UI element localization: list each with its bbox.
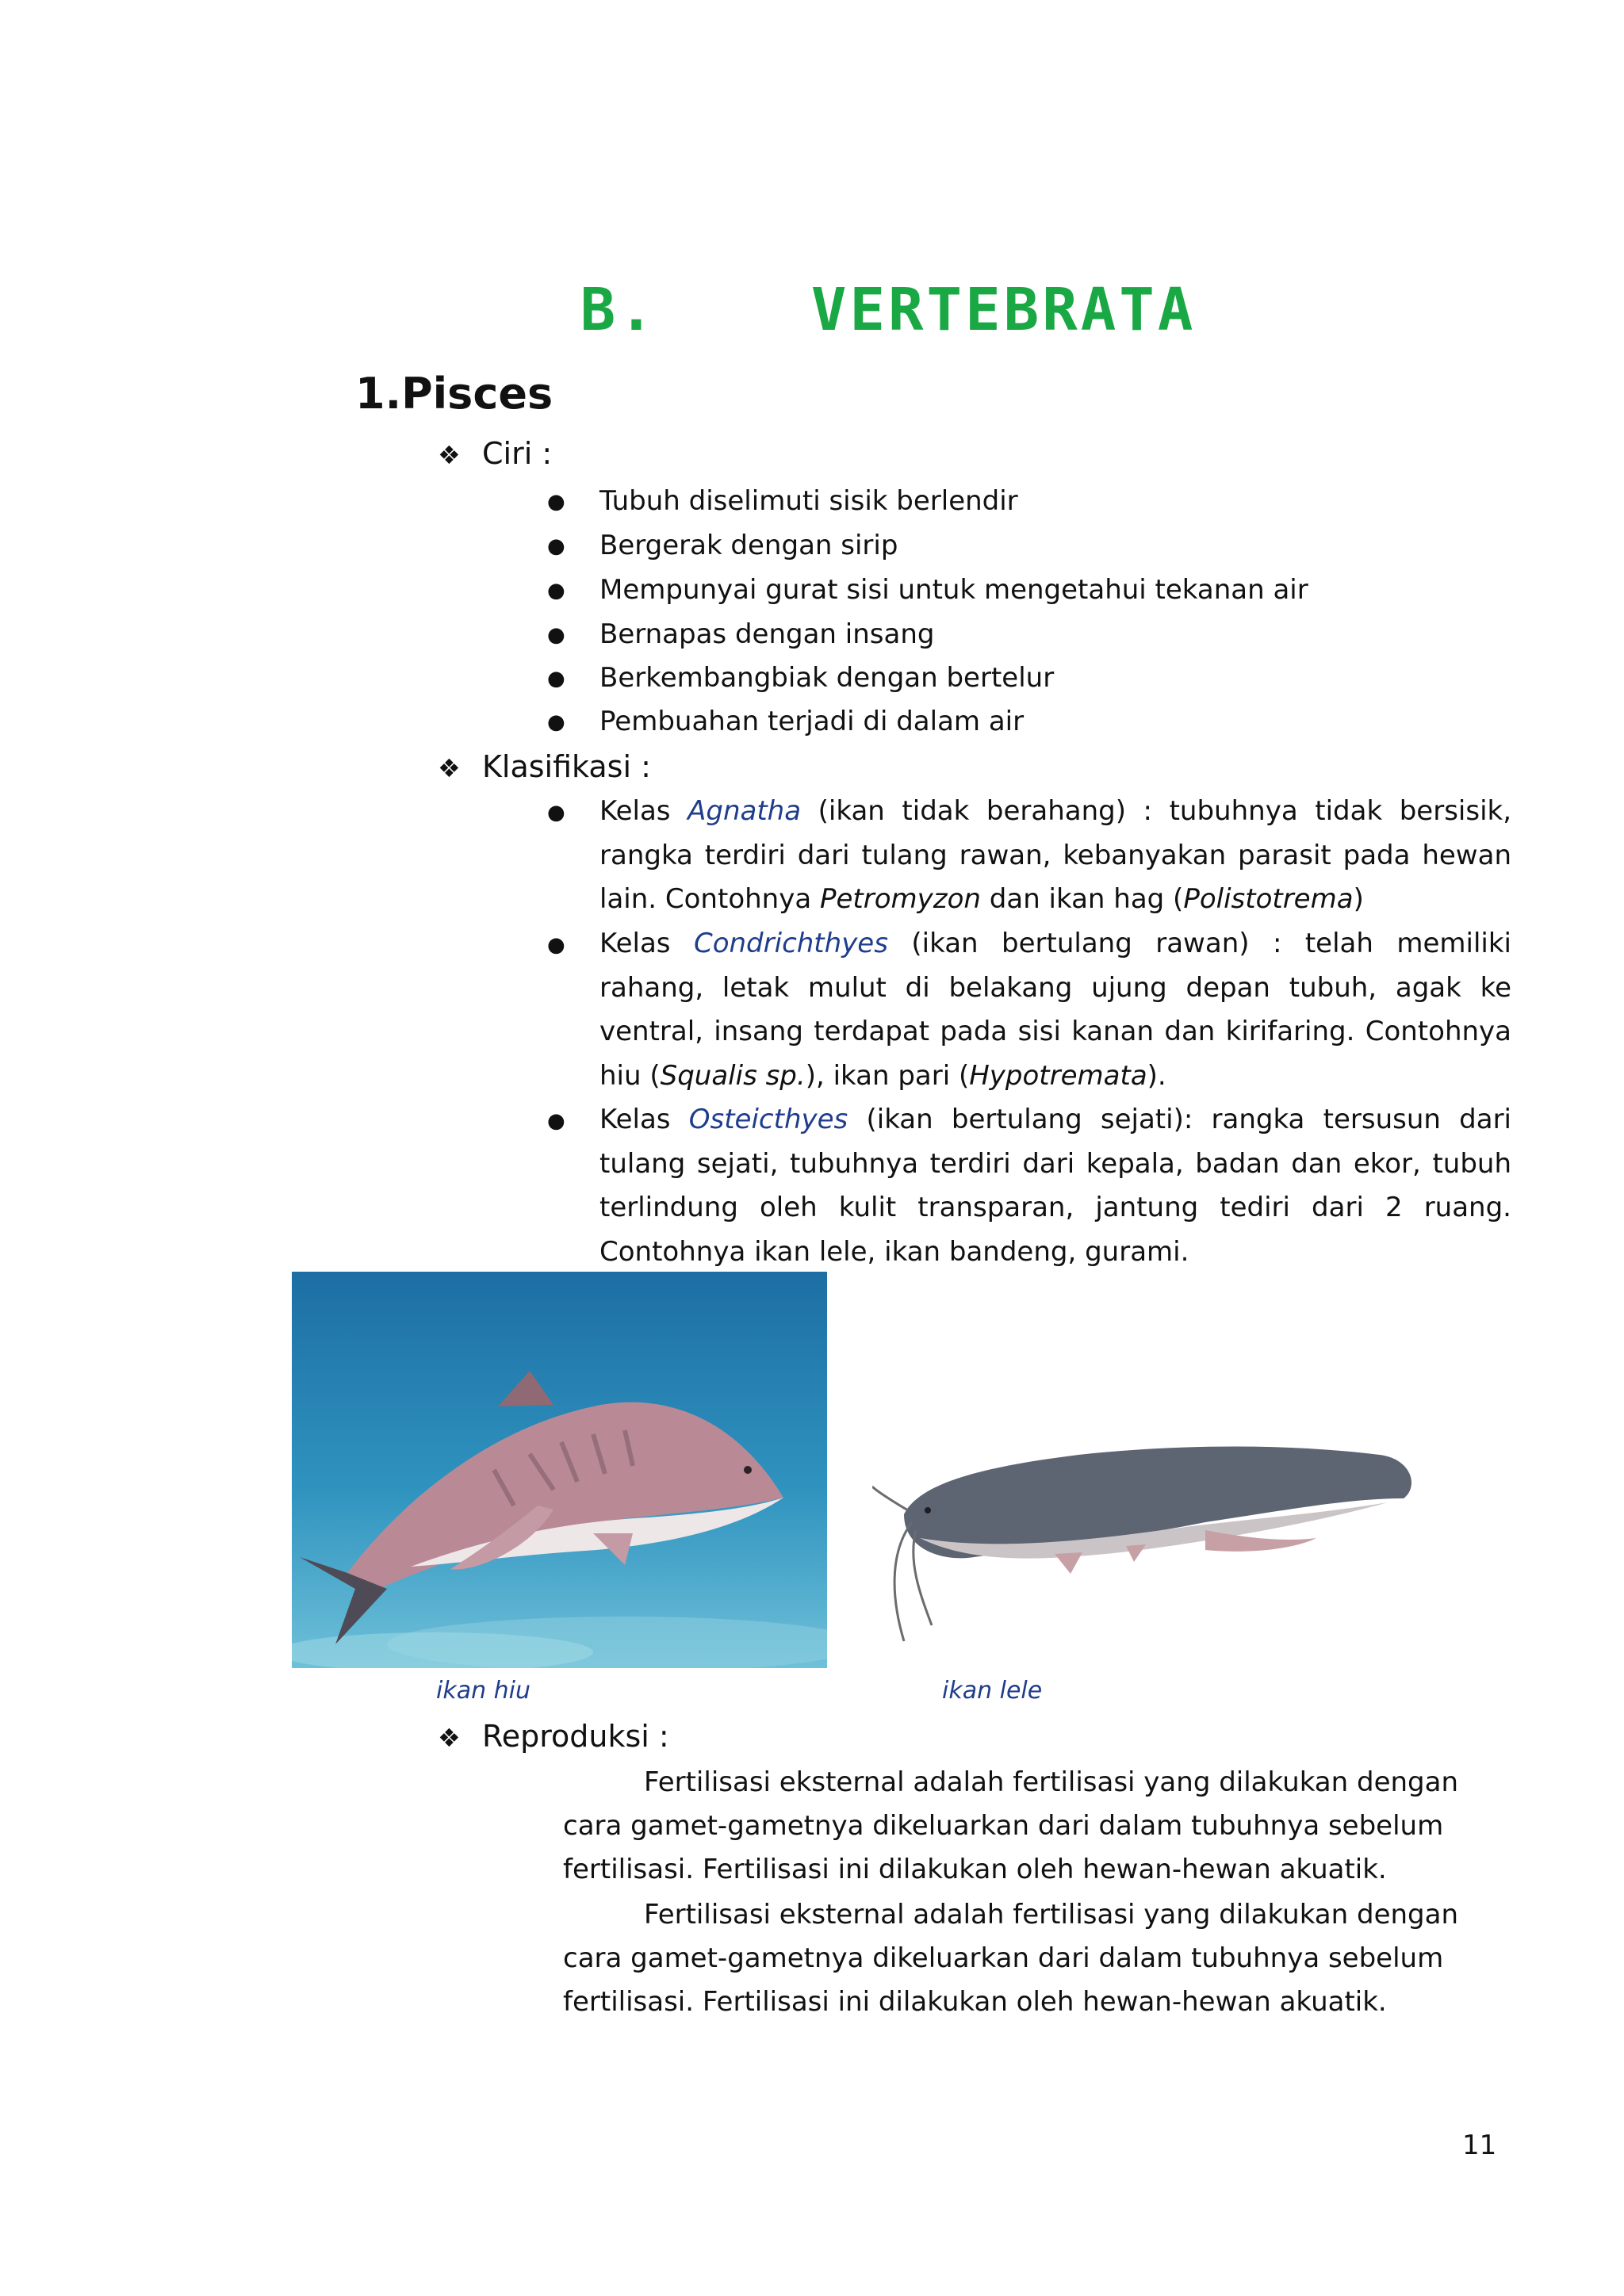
ciri-heading-label: Ciri :	[482, 436, 553, 471]
shark-image	[292, 1272, 827, 1668]
klasifikasi-heading-label: Klasifikasi :	[482, 749, 651, 784]
reproduksi-heading	[438, 1719, 669, 1754]
list-item: Pembuahan terjadi di dalam air	[599, 706, 1025, 737]
section-heading: 1.Pisces	[355, 369, 553, 419]
list-item-osteicthyes: Kelas Osteicthyes (ikan bertulang sejati): rangka tersusun dari tulang sejati, tubuhnya terdiri dari kepala, badan dan ekor, tubuh terlindung oleh kulit transparan, jantung tediri dari 2 ruang. Contohnya ikan lele, ikan bandeng, gurami.	[599, 1104, 1511, 1268]
list-item: Bergerak dengan sirip	[599, 530, 898, 561]
scientific-name: Agnatha	[688, 795, 802, 827]
catfish-caption: ikan lele	[942, 1677, 1043, 1705]
scientific-name: Osteicthyes	[688, 1104, 848, 1135]
catfish-image	[872, 1411, 1427, 1649]
bullet-icon: ●	[547, 534, 565, 558]
list-item-agnatha: Kelas Agnatha (ikan tidak berahang) : tubuhnya tidak bersisik, rangka terdiri dari tulang rawan, kebanyakan parasit pada hewan lain. Contohnya Petromyzon dan ikan hag (Polistotrema)	[599, 795, 1512, 915]
diamond-bullet-icon: ❖	[438, 1723, 461, 1753]
shark-illustration	[292, 1272, 827, 1668]
list-item-condrichthyes: Kelas Condrichthyes (ikan bertulang rawan) : telah memiliki rahang, letak mulut di belakang ujung depan tubuh, agak ke ventral, insang terdapat pada sisi kanan dan kirifaring. Contohnya hiu (Squalis sp.), ikan pari (Hypotremata).	[599, 928, 1511, 1092]
catfish-illustration	[872, 1411, 1427, 1649]
list-item: Mempunyai gurat sisi untuk mengetahui tekanan air	[599, 574, 1308, 606]
reproduksi-paragraph: Fertilisasi eksternal adalah fertilisasi yang dilakukan dengan cara gamet-gametnya dikeluarkan dari dalam tubuhnya sebelum fertilisasi. Fertilisasi ini dilakukan oleh hewan-hewan akuatik.	[563, 1899, 1459, 2018]
bullet-icon: ●	[547, 623, 565, 647]
bullet-icon: ●	[547, 933, 565, 957]
diamond-bullet-icon: ❖	[438, 753, 461, 783]
diamond-bullet-icon: ❖	[438, 440, 461, 470]
list-item: Tubuh diselimuti sisik berlendir	[599, 485, 1018, 517]
bullet-icon: ●	[547, 801, 565, 825]
reproduksi-heading-label: Reproduksi :	[482, 1719, 669, 1754]
bullet-icon: ●	[547, 667, 565, 691]
bullet-icon: ●	[547, 1109, 565, 1133]
klasifikasi-heading	[438, 749, 651, 784]
scientific-name: Condrichthyes	[693, 928, 888, 959]
reproduksi-paragraph: Fertilisasi eksternal adalah fertilisasi yang dilakukan dengan cara gamet-gametnya dikeluarkan dari dalam tubuhnya sebelum fertilisasi. Fertilisasi ini dilakukan oleh hewan-hewan akuatik.	[563, 1766, 1459, 1885]
list-item: Berkembangbiak dengan bertelur	[599, 662, 1055, 694]
shark-caption: ikan hiu	[436, 1677, 531, 1705]
bullet-icon: ●	[547, 579, 565, 603]
page-number: 11	[1462, 2130, 1497, 2161]
bullet-icon: ●	[547, 490, 565, 514]
list-item: Bernapas dengan insang	[599, 618, 935, 650]
bullet-icon: ●	[547, 710, 565, 734]
ciri-heading	[438, 436, 552, 471]
page-title: B. VERTEBRATA	[580, 276, 1197, 344]
